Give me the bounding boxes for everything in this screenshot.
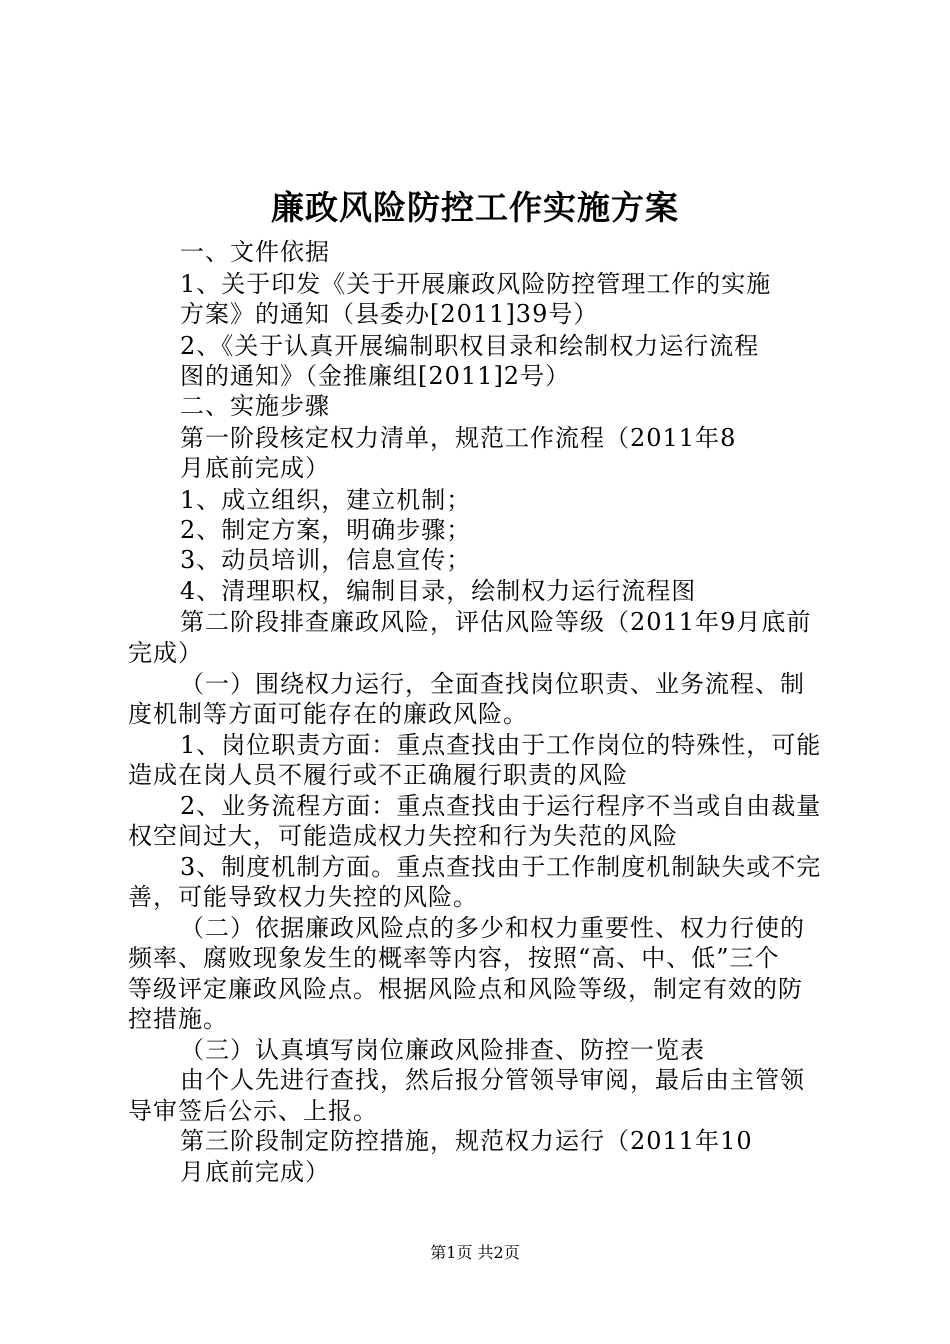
text-line: 1、岗位职责方面：重点查找由于工作岗位的特殊性，可能 — [180, 731, 822, 759]
text-line: 第三阶段制定防控措施，规范权力运行（2011年10 — [180, 1127, 753, 1155]
text-line: 一、文件依据 — [180, 238, 330, 266]
text-line: 月底前完成） — [180, 1158, 330, 1186]
text-line: 二、实施步骤 — [180, 392, 330, 420]
document-title: 廉政风险防控工作实施方案 — [271, 188, 679, 227]
text-line: 4、清理职权，编制目录，绘制权力运行流程图 — [180, 577, 697, 605]
text-line: 导审签后公示、上报。 — [128, 1097, 378, 1125]
text-line: 1、成立组织，建立机制； — [180, 486, 472, 514]
text-line: （三）认真填写岗位廉政风险排查、防控一览表 — [180, 1036, 705, 1064]
text-line: 善，可能导致权力失控的风险。 — [128, 883, 478, 911]
text-line: 由个人先进行查找，然后报分管领导审阅，最后由主管领 — [180, 1066, 805, 1094]
text-line: 等级评定廉政风险点。根据风险点和风险等级，制定有效的防 — [128, 975, 803, 1003]
text-line: 完成） — [128, 639, 203, 667]
text-line: 1、关于印发《关于开展廉政风险防控管理工作的实施 — [180, 270, 772, 298]
text-line: 3、动员培训，信息宣传； — [180, 546, 472, 574]
text-line: 度机制等方面可能存在的廉政风险。 — [128, 700, 528, 728]
text-line: 造成在岗人员不履行或不正确履行职责的风险 — [128, 761, 628, 789]
text-line: （一）围绕权力运行，全面查找岗位职责、业务流程、制 — [180, 670, 805, 698]
text-line: 图的通知》（金推廉组[2011]2号） — [180, 362, 571, 390]
text-line: 2、《关于认真开展编制职权目录和绘制权力运行流程 — [180, 332, 760, 360]
text-line: 月底前完成） — [180, 454, 330, 482]
text-line: 权空间过大，可能造成权力失控和行为失范的风险 — [128, 822, 678, 850]
page-number: 第1页 共2页 — [430, 1243, 520, 1262]
text-line: （二）依据廉政风险点的多少和权力重要性、权力行使的 — [180, 914, 805, 942]
text-line: 频率、腐败现象发生的概率等内容，按照“高、中、低”三个 — [128, 944, 780, 972]
text-line: 方案》的通知（县委办[2011]39号） — [180, 300, 599, 328]
text-line: 2、业务流程方面：重点查找由于运行程序不当或自由裁量 — [180, 792, 822, 820]
text-line: 第一阶段核定权力清单，规范工作流程（2011年8 — [180, 424, 737, 452]
text-line: 第二阶段排查廉政风险，评估风险等级（2011年9月底前 — [180, 608, 812, 636]
text-line: 控措施。 — [128, 1005, 228, 1033]
text-line: 3、制度机制方面。重点查找由于工作制度机制缺失或不完 — [180, 853, 822, 881]
text-line: 2、制定方案，明确步骤； — [180, 516, 472, 544]
